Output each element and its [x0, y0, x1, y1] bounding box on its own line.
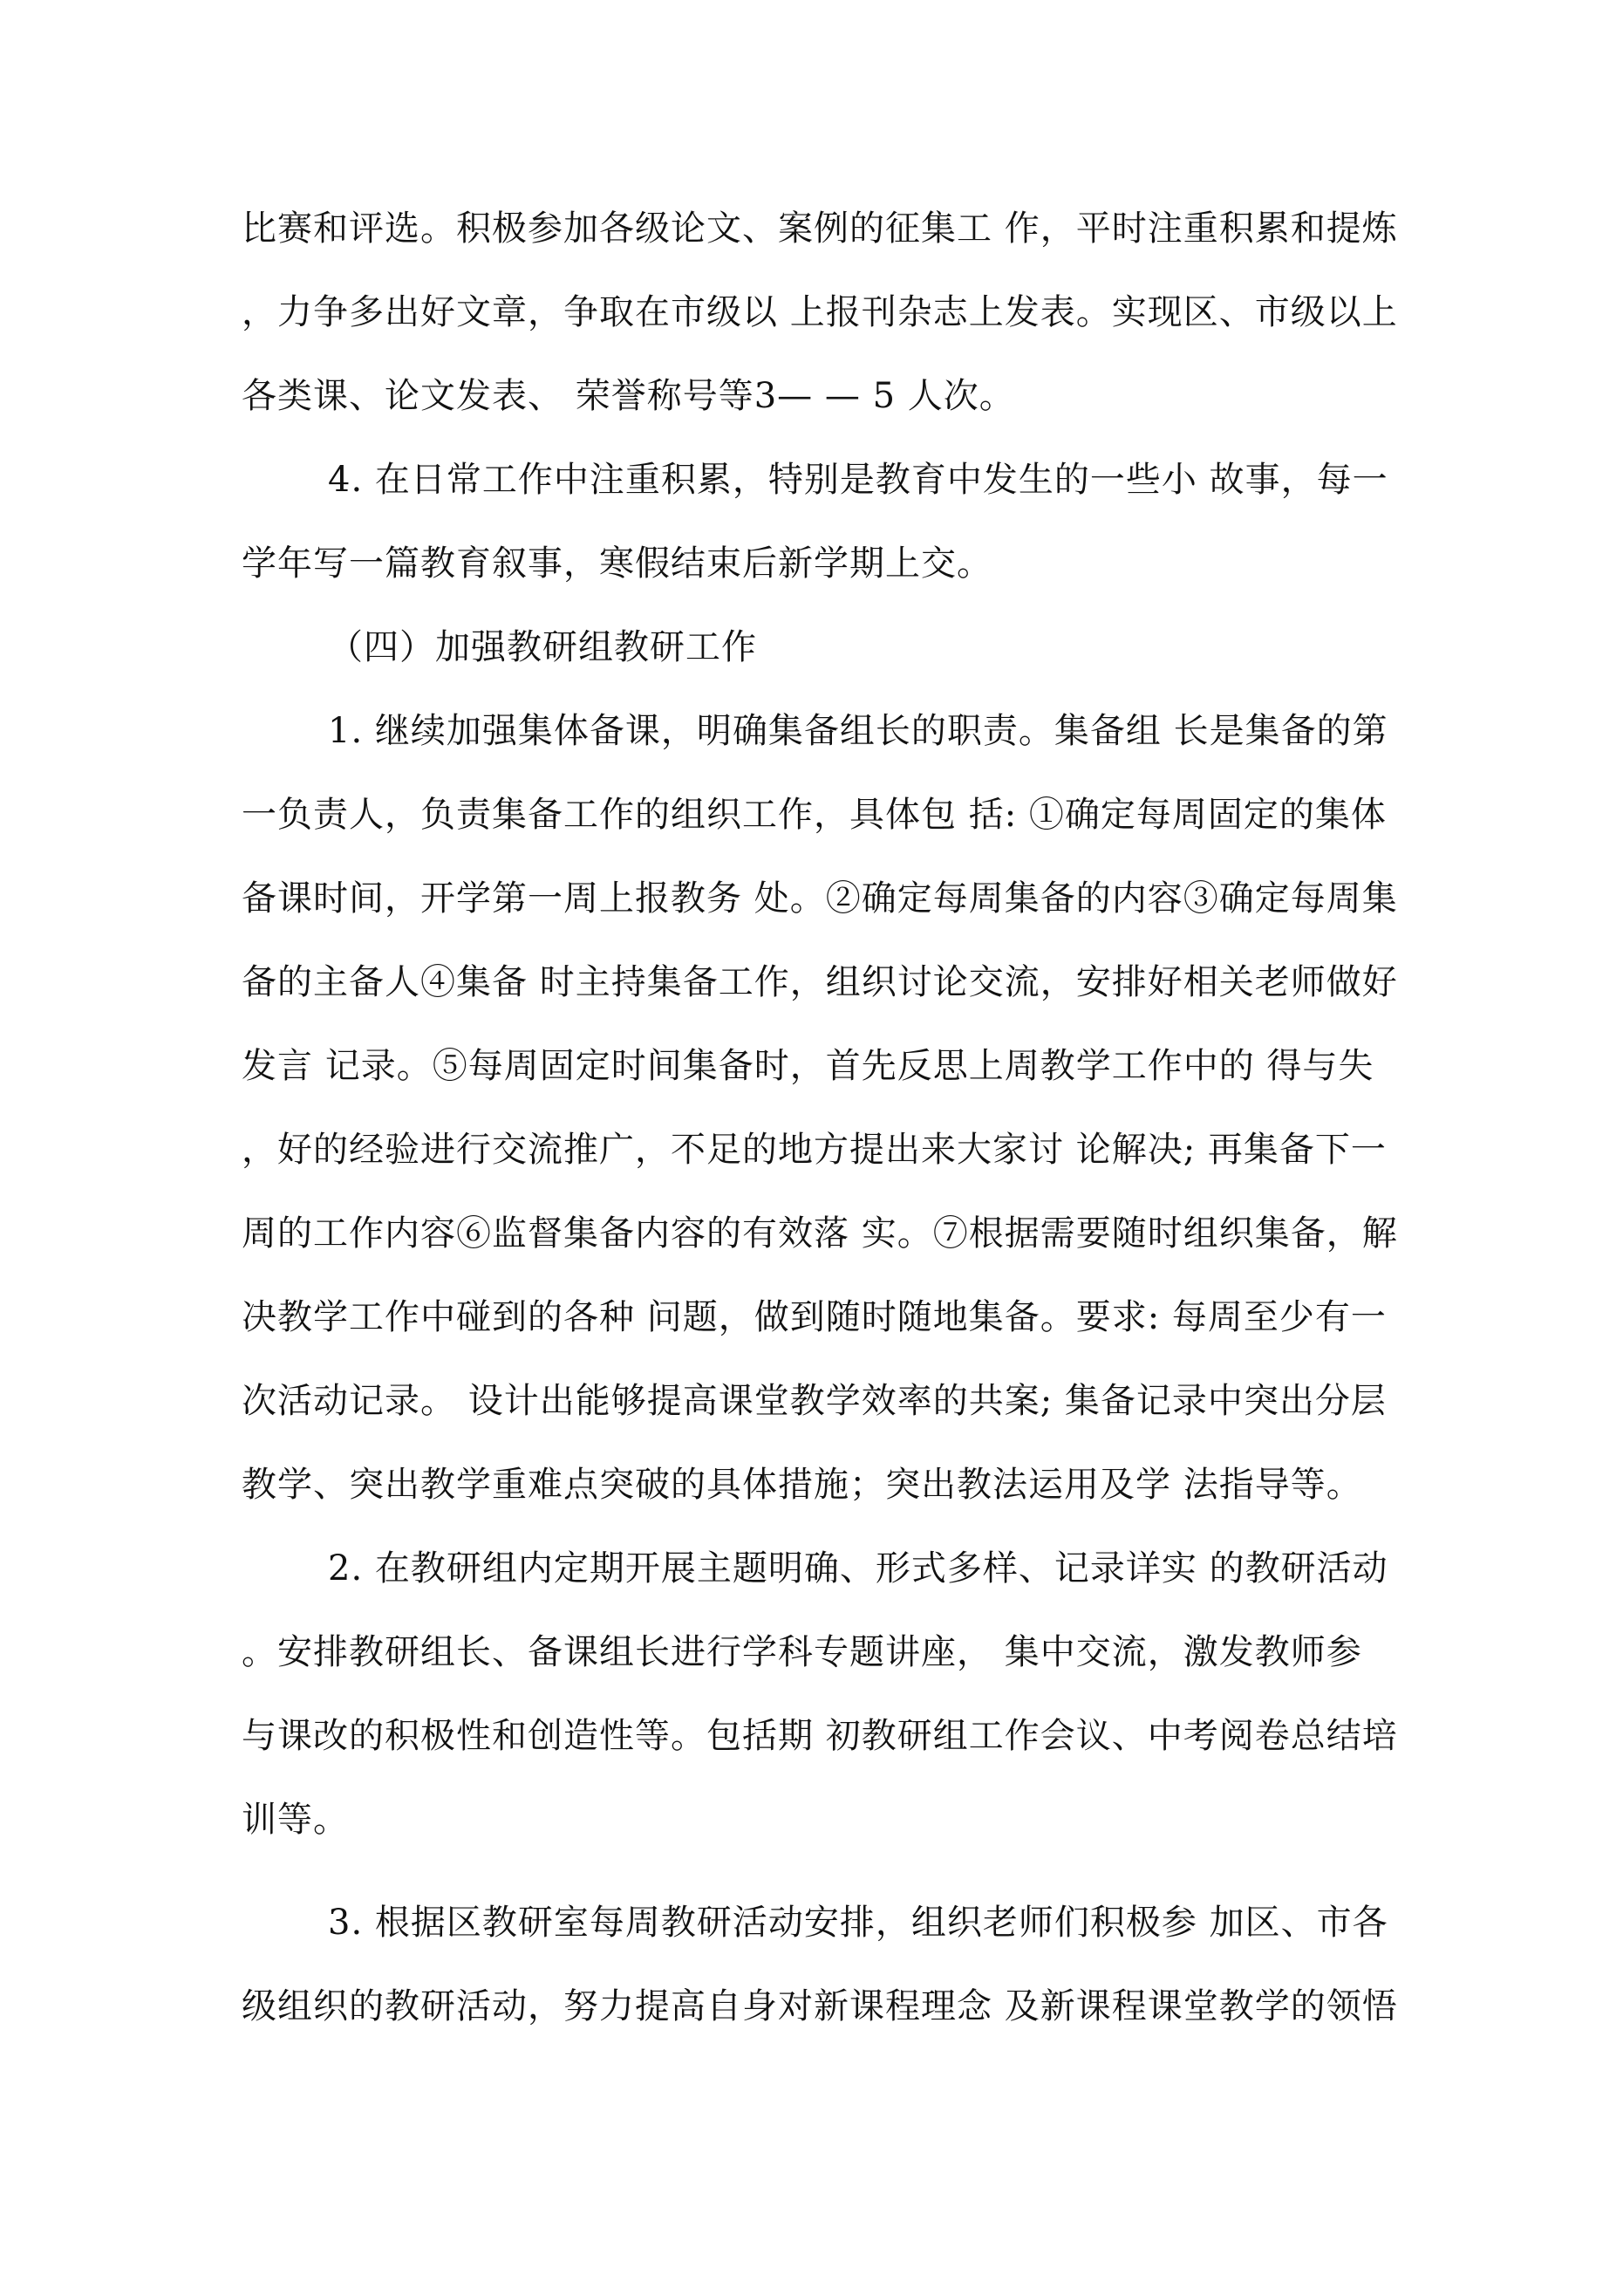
paragraph-line: 与课改的积极性和创造性等。包括期 初教研组工作会议、中考阅卷总结培: [242, 1716, 1398, 1756]
paragraph-line: ，力争多出好文章，争取在市级以 上报刊杂志上发表。实现区、市级以上: [242, 292, 1398, 332]
paragraph-line: 周的工作内容⑥监督集备内容的有效落 实。⑦根据需要随时组织集备，解: [242, 1213, 1398, 1254]
paragraph-line: 4. 在日常工作中注重积累，特别是教育中发生的一些小 故事，每一: [328, 460, 1388, 500]
paragraph-line: 发言 记录。⑤每周固定时间集备时，首先反思上周教学工作中的 得与失: [242, 1046, 1374, 1086]
paragraph-line: 各类课、论文发表、 荣誉称号等3— — 5 人次。: [242, 376, 1015, 416]
paragraph-line: 学年写一篇教育叙事，寒假结束后新学期上交。: [242, 543, 992, 584]
paragraph-line: 级组织的教研活动，努力提高自身对新课程理念 及新课程课堂教学的领悟: [242, 1986, 1398, 2026]
paragraph-line: 次活动记录。 设计出能够提高课堂教学效率的共案; 集备记录中突出分层: [242, 1381, 1387, 1421]
paragraph-line: 3. 根据区教研室每周教研活动安排，组织老师们积极参 加区、市各: [328, 1903, 1388, 1943]
paragraph-line: 备课时间，开学第一周上报教务 处。②确定每周集备的内容③确定每周集: [242, 878, 1398, 919]
paragraph-line: 一负责人，负责集备工作的组织工作，具体包 括: ①确定每周固定的集体: [242, 795, 1387, 835]
paragraph-line: 。安排教研组长、备课组长进行学科专题讲座， 集中交流，激发教师参: [242, 1632, 1362, 1672]
paragraph-line: 比赛和评选。积极参加各级论文、案例的征集工 作，平时注重积累和提炼: [242, 208, 1398, 249]
paragraph-line: ，好的经验进行交流推广，不足的地方提出来大家讨 论解决; 再集备下一: [242, 1130, 1387, 1170]
paragraph-line: 训等。: [242, 1800, 349, 1840]
paragraph-line: 2. 在教研组内定期开展主题明确、形式多样、记录详实 的教研活动: [328, 1548, 1388, 1589]
paragraph-line: 教学、突出教学重难点突破的具体措施；突出教法运用及学 法指导等。: [242, 1465, 1362, 1505]
paragraph-line: 备的主备人④集备 时主持集备工作，组织讨论交流，安排好相关老师做好: [242, 962, 1398, 1002]
paragraph-line: 1. 继续加强集体备课，明确集备组长的职责。集备组 长是集备的第: [328, 711, 1388, 751]
section-heading: （四）加强教研组教研工作: [328, 627, 757, 667]
paragraph-line: 决教学工作中碰到的各种 问题，做到随时随地集备。要求: 每周至少有一: [242, 1297, 1387, 1337]
